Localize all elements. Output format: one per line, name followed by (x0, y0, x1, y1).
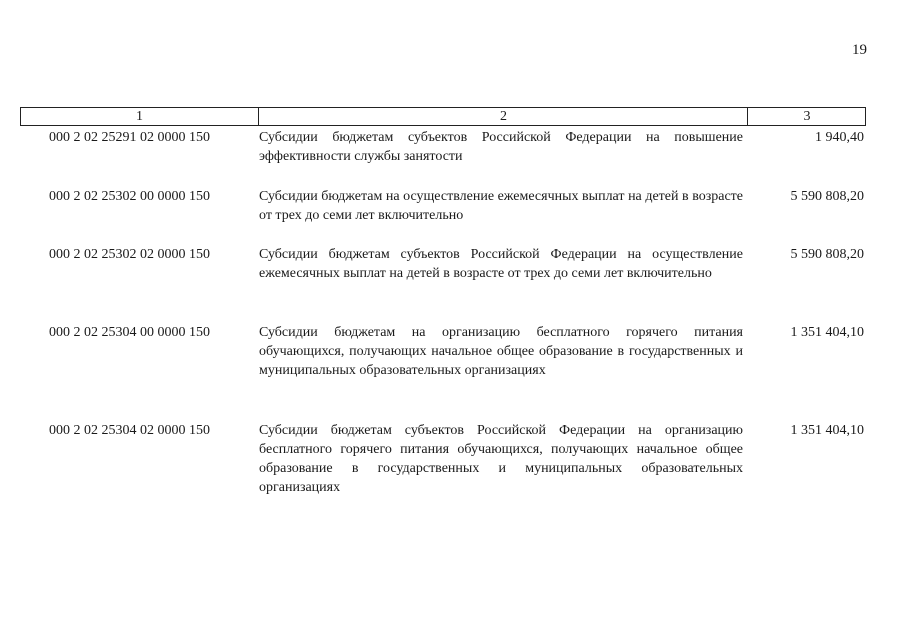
header-col-1: 1 (136, 109, 143, 124)
row-code: 000 2 02 25302 00 0000 150 (49, 189, 210, 204)
row-amount: 5 590 808,20 (790, 247, 864, 262)
row-description: Субсидии бюджетам на осуществление ежемесячных выплат на детей в возрасте от трех до семи лет включительно (259, 189, 743, 223)
row-code: 000 2 02 25302 02 0000 150 (49, 247, 210, 262)
row-description: Субсидии бюджетам на организацию бесплатного горячего питания обучающихся, получающих начальное общее образование в государственных и муниципальных образовательных организациях (259, 325, 743, 378)
row-code: 000 2 02 25304 02 0000 150 (49, 423, 210, 438)
row-description: Субсидии бюджетам субъектов Российской Федерации на осуществление ежемесячных выплат на детей в возрасте от трех до семи лет включительно (259, 247, 743, 281)
row-description: Субсидии бюджетам субъектов Российской Федерации на организацию бесплатного горячего питания обучающихся, получающих начальное общее образование в государственных и муниципальных образовательных организациях (259, 423, 743, 495)
row-amount: 1 351 404,10 (790, 325, 864, 340)
row-code: 000 2 02 25304 00 0000 150 (49, 325, 210, 340)
header-col-3: 3 (747, 108, 866, 125)
row-amount: 1 940,40 (815, 130, 864, 145)
row-description: Субсидии бюджетам субъектов Российской Федерации на повышение эффективности службы занятости (259, 130, 743, 164)
row-amount: 5 590 808,20 (790, 189, 864, 204)
row-amount: 1 351 404,10 (790, 423, 864, 438)
table-header (20, 107, 866, 126)
row-code: 000 2 02 25291 02 0000 150 (49, 130, 210, 145)
page-number: 19 (852, 42, 867, 58)
header-col-2: 2 (258, 108, 748, 125)
